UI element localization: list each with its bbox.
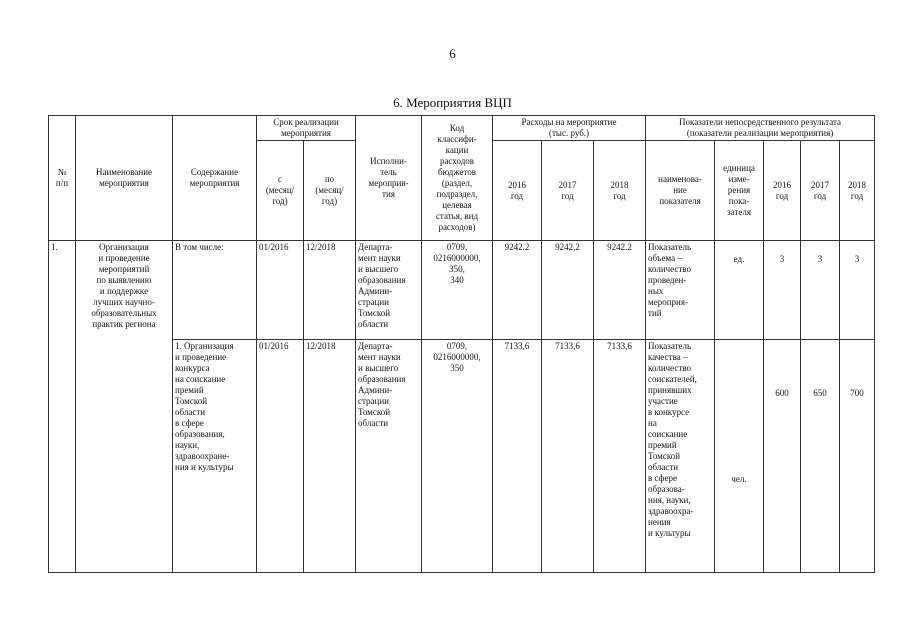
header-num: № п/п [49,116,76,241]
cell-name: Организация и проведение мероприятий по выявлению и поддержке лучших научно- образовательных практик региона [76,241,173,573]
page-number: 6 [449,46,456,61]
cell-indicator-2017: 3 [801,241,840,340]
cell-content: 1. Организация и проведение конкурса на соискание премий Томской области в сфере образования, науки, здравоохране- ния и культуры [173,340,257,573]
header-period-from: с (месяц/ год) [257,141,304,241]
header-expenses: Расходы на мероприятие (тыс. руб.) [493,116,646,141]
cell-num: 1. [49,241,76,573]
cell-to: 12/2018 [304,340,356,573]
cell-indicator-name: Показатель объема – количество проведен- ных мероприя- тий [646,241,715,340]
cell-indicator-2018: 3 [840,241,875,340]
header-executor: Исполни- тель мероприя- тия [356,116,422,241]
header-indicator-name: наименова- ние показателя [646,141,715,241]
header-expense-2017: 2017 год [542,141,594,241]
cell-expense-2016: 7133,6 [493,340,542,573]
header-indicator-2017: 2017 год [801,141,840,241]
cell-executor: Департа- мент науки и высшего образования Админи- страции Томской области [356,241,422,340]
header-indicator-2016: 2016 год [764,141,801,241]
header-expense-2016: 2016 год [493,141,542,241]
cell-indicator-name: Показатель качества – количество соискателей, принявших участие в конкурсе на соискание премий Томской области в сфере образова- ния, науки, здравоохра- нения и культуры [646,340,715,573]
header-period: Срок реализации мероприятия [257,116,356,141]
table-row [49,241,875,340]
header-expense-2018: 2018 год [594,141,646,241]
cell-indicator-2016: 3 [764,241,801,340]
cell-expense-2016: 9242.2 [493,241,542,340]
cell-indicator-2016: 600 [764,340,801,573]
header-period-to: по (месяц/ год) [304,141,356,241]
cell-content: В том числе: [173,241,257,340]
cell-expense-2018: 9242.2 [594,241,646,340]
header-indicators: Показатели непосредственного результата (показатели реализации мероприятия) [646,116,875,141]
cell-code: 0709, 0216000000, 350, 340 [422,241,493,340]
cell-expense-2018: 7133,6 [594,340,646,573]
cell-code: 0709, 0216000000, 350 [422,340,493,573]
cell-expense-2017: 9242,2 [542,241,594,340]
table-row [49,340,875,573]
cell-from: 01/2016 [257,241,304,340]
header-name: Наименование мероприятия [76,116,173,241]
cell-expense-2017: 7133,6 [542,340,594,573]
header-content: Содержание мероприятия [173,116,257,241]
cell-indicator-unit: ед. [715,241,764,340]
cell-indicator-unit: чел. [715,340,764,573]
activities-table [48,115,875,573]
section-title: 6. Мероприятия ВЦП [393,95,512,110]
cell-indicator-2017: 650 [801,340,840,573]
header-indicator-2018: 2018 год [840,141,875,241]
cell-executor: Департа- мент науки и высшего образования Админи- страции Томской области [356,340,422,573]
cell-to: 12/2018 [304,241,356,340]
cell-from: 01/2016 [257,340,304,573]
header-code: Код классифи- кации расходов бюджетов (раздел, подраздел, целевая статья, вид расходов) [422,116,493,241]
cell-indicator-2018: 700 [840,340,875,573]
header-indicator-unit: единица изме- рения пока- зателя [715,141,764,241]
